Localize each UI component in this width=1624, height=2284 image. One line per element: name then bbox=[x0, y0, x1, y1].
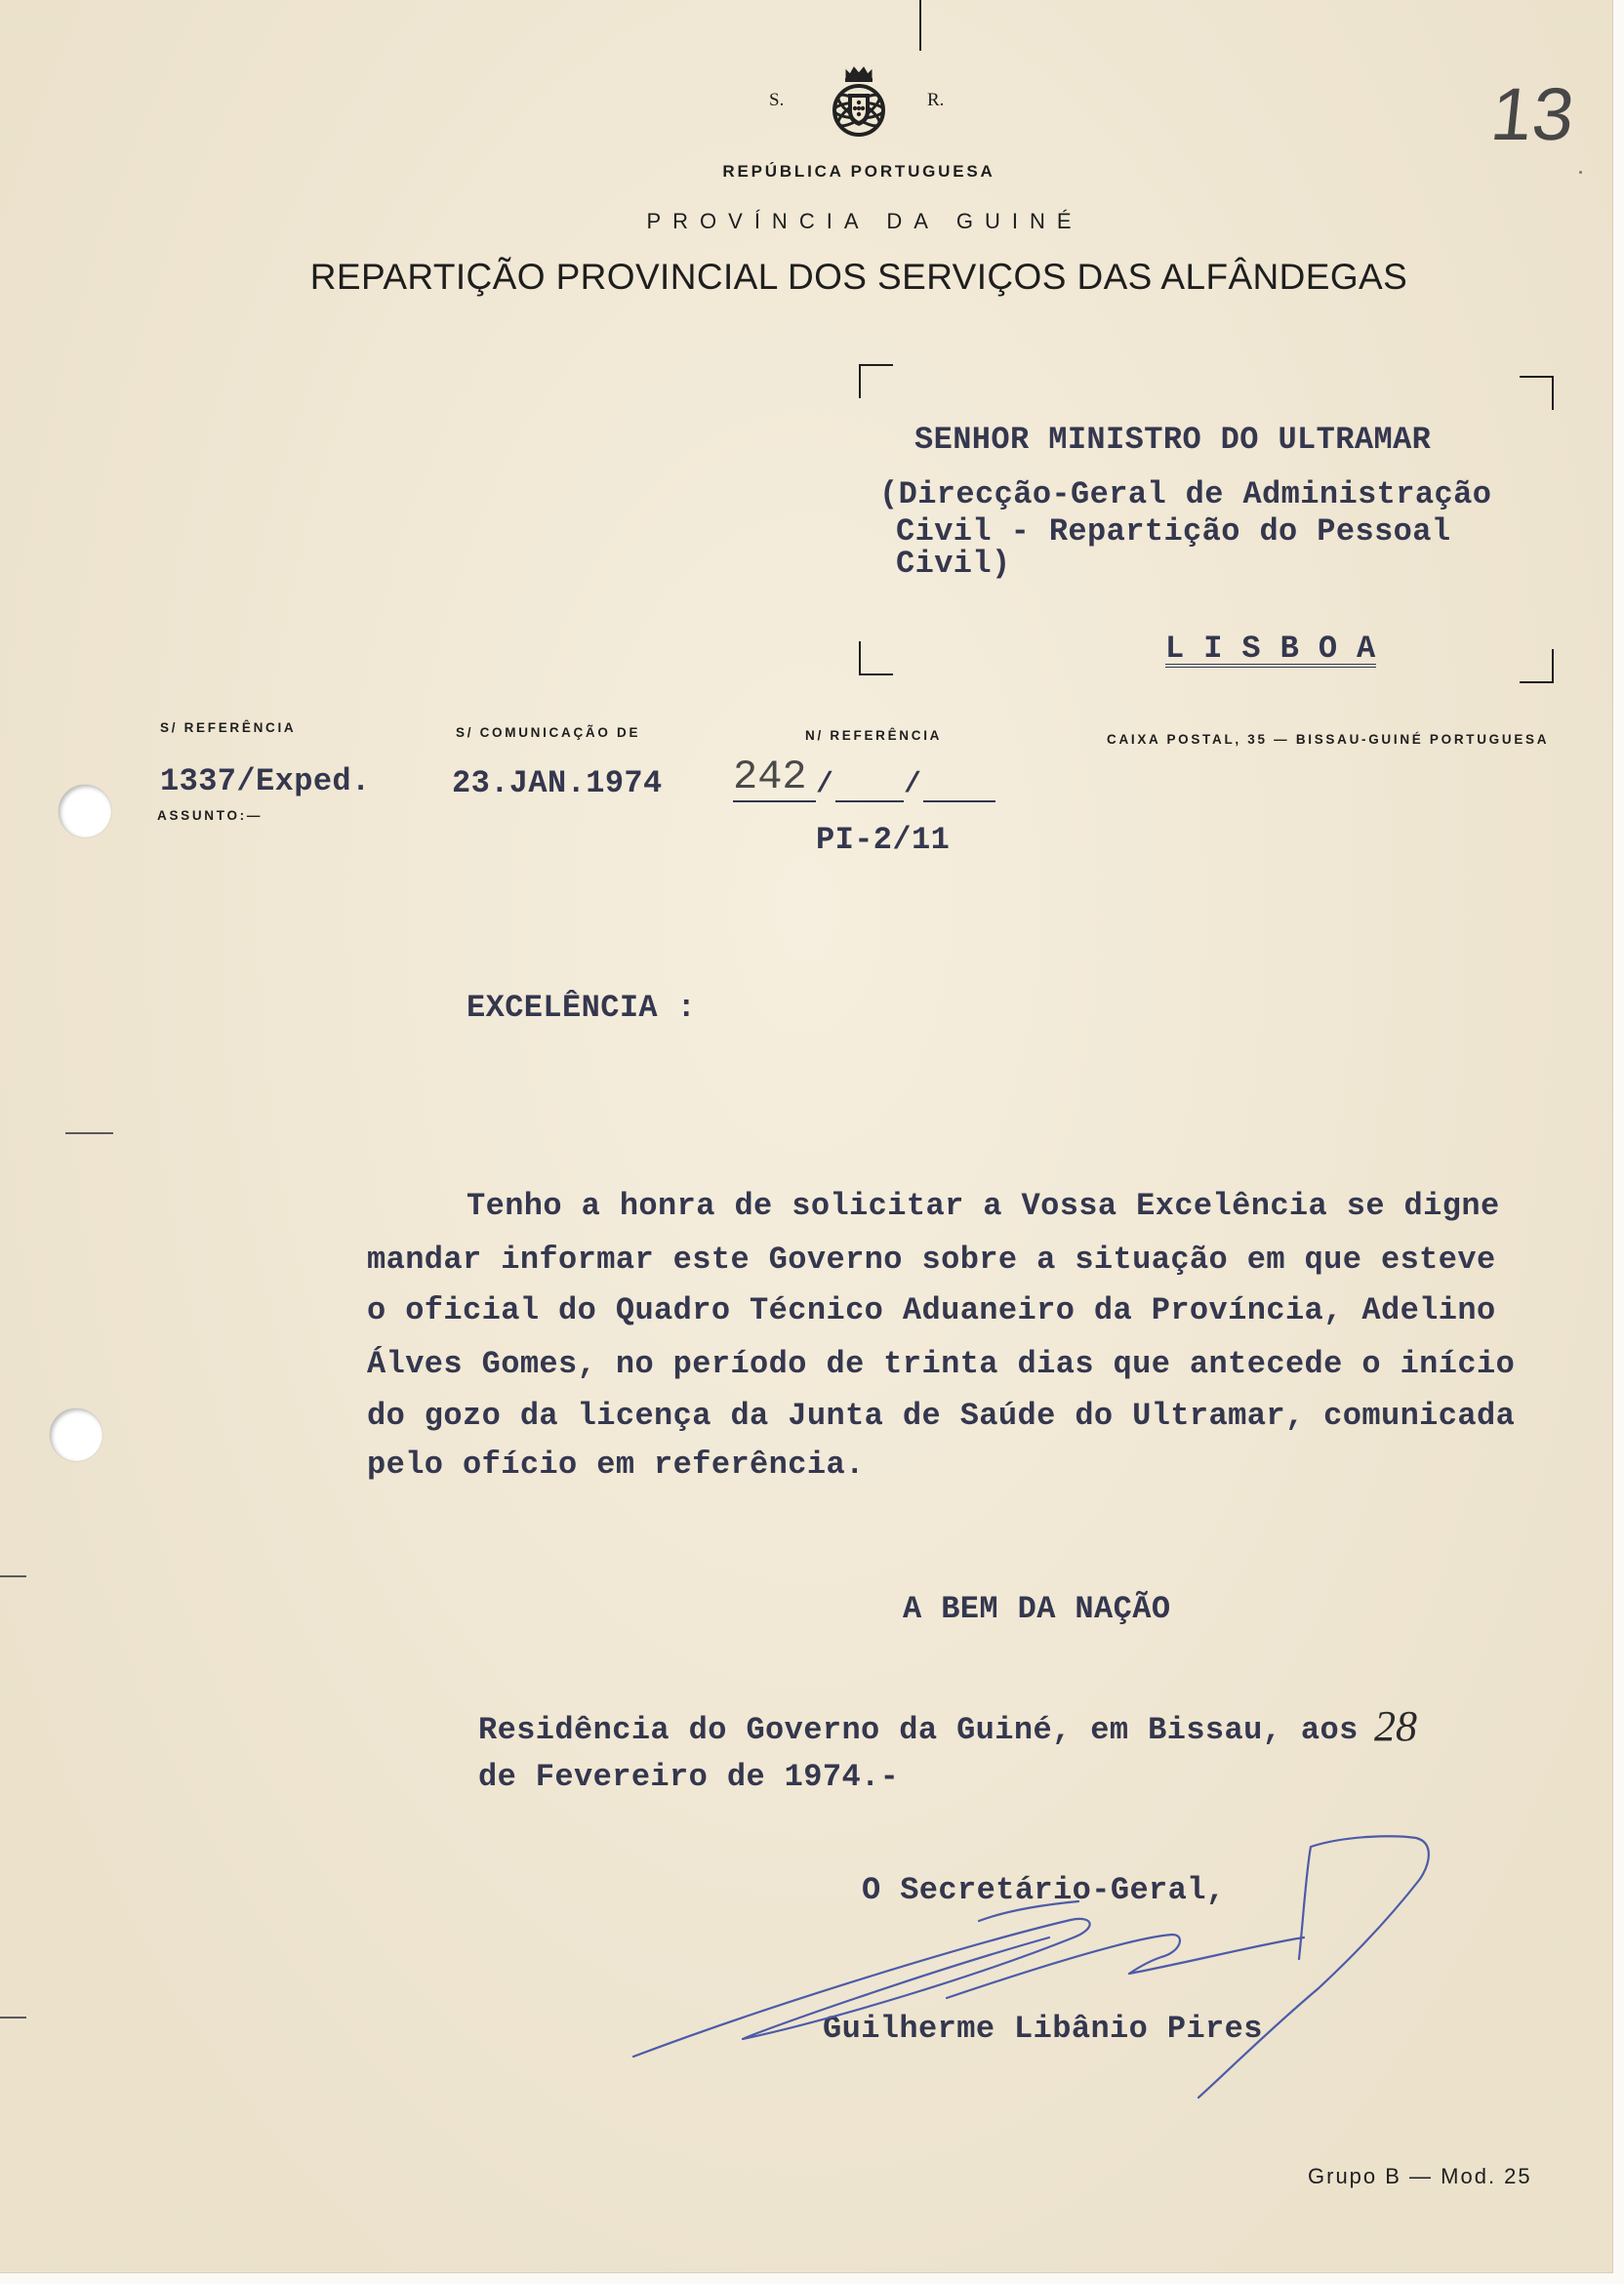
signatory-title: O Secretário-Geral, bbox=[862, 1872, 1226, 1908]
emblem-right-letter: R. bbox=[927, 90, 945, 110]
n-referencia-label: N/ REFERÊNCIA bbox=[805, 728, 943, 743]
address-bracket-bottom-right bbox=[1520, 649, 1554, 683]
n-referencia-number: 242 bbox=[733, 754, 816, 802]
s-comunicacao-label: S/ COMUNICAÇÃO DE bbox=[456, 725, 641, 740]
top-fold-line bbox=[919, 0, 921, 51]
s-referencia-value: 1337/Exped. bbox=[160, 763, 371, 799]
s-comunicacao-value: 23.JAN.1974 bbox=[452, 765, 663, 801]
body-line: Tenho a honra de solicitar a Vossa Excelência se digne bbox=[467, 1188, 1500, 1224]
margin-edge-mark bbox=[0, 2017, 26, 2019]
form-code-footer: Grupo B — Mod. 25 bbox=[1308, 2164, 1532, 2188]
emblem-left-letter: S. bbox=[769, 90, 785, 110]
n-referencia-separator: / bbox=[904, 768, 922, 801]
s-referencia-label: S/ REFERÊNCIA bbox=[160, 720, 297, 735]
punch-hole-bottom bbox=[50, 1408, 102, 1461]
n-referencia-field bbox=[733, 754, 995, 802]
address-bracket-top-left bbox=[859, 364, 893, 398]
n-referencia-blank bbox=[835, 800, 904, 802]
place-date-line-1: Residência do Governo da Guiné, em Bissau, aos bbox=[478, 1712, 1359, 1748]
body-line: o oficial do Quadro Técnico Aduaneiro da Província, Adelino bbox=[367, 1292, 1496, 1328]
handwritten-signature bbox=[586, 1806, 1464, 2118]
handwritten-day: 28 bbox=[1374, 1702, 1417, 1750]
addressee-line-1: SENHOR MINISTRO DO ULTRAMAR bbox=[914, 422, 1432, 458]
assunto-label: ASSUNTO:— bbox=[157, 808, 264, 823]
addressee-city: L I S B O A bbox=[1165, 631, 1376, 667]
n-referencia-separator: / bbox=[816, 768, 834, 801]
address-bracket-bottom-left bbox=[859, 641, 893, 675]
signatory-name: Guilherme Libânio Pires bbox=[823, 2011, 1263, 2047]
handwritten-page-number: 13 bbox=[1486, 73, 1579, 156]
province-heading: PROVÍNCIA DA GUINÉ bbox=[646, 209, 1083, 233]
closing-formula: A BEM DA NAÇÃO bbox=[903, 1591, 1171, 1627]
body-line: Álves Gomes, no período de trinta dias que antecede o início bbox=[367, 1346, 1516, 1382]
coat-of-arms-icon bbox=[823, 64, 895, 139]
addressee-line-4: Civil) bbox=[896, 546, 1011, 582]
body-line: do gozo da licença da Junta de Saúde do Ultramar, comunicada bbox=[367, 1398, 1516, 1434]
body-line: pelo ofício em referência. bbox=[367, 1447, 865, 1483]
place-date-line-2: de Fevereiro de 1974.- bbox=[478, 1759, 900, 1795]
n-referencia-blank bbox=[923, 800, 995, 802]
punch-hole-top bbox=[59, 785, 111, 837]
body-line: mandar informar este Governo sobre a situação em que esteve bbox=[367, 1242, 1496, 1278]
salutation: EXCELÊNCIA : bbox=[467, 990, 697, 1026]
n-referencia-code: PI-2/11 bbox=[816, 822, 951, 858]
addressee-line-3: Civil - Repartição do Pessoal bbox=[896, 513, 1451, 550]
department-heading: REPARTIÇÃO PROVINCIAL DOS SERVIÇOS DAS ALFÂNDEGAS bbox=[309, 257, 1408, 297]
margin-fold-mark bbox=[65, 1132, 113, 1134]
address-bracket-top-right bbox=[1520, 376, 1554, 410]
republic-heading: REPÚBLICA PORTUGUESA bbox=[722, 162, 995, 181]
postal-address: CAIXA POSTAL, 35 — BISSAU-GUINÉ PORTUGUESA bbox=[1107, 732, 1550, 747]
addressee-line-2: (Direcção-Geral de Administração bbox=[879, 476, 1492, 512]
margin-edge-mark bbox=[0, 1575, 26, 1577]
